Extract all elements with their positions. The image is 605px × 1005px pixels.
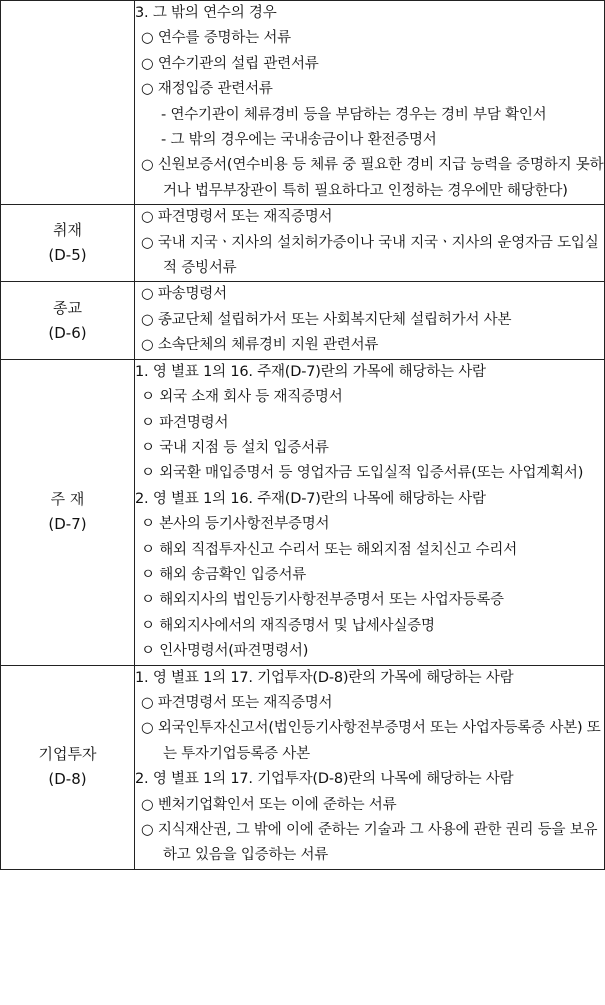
document-item: - 연수기관이 체류경비 등을 부담하는 경우는 경비 부담 확인서 xyxy=(161,106,547,123)
document-item: ㅇ 인사명령서(파견명령서) xyxy=(141,643,309,660)
document-item: ○ 파견명령서 또는 재직증명서 xyxy=(141,209,333,226)
document-item: 2. 영 별표 1의 16. 주재(D-7)란의 나목에 해당하는 사람 xyxy=(135,490,486,507)
visa-category-cell xyxy=(1,665,135,869)
document-item: ○ 연수기관의 설립 관련서류 xyxy=(141,55,319,72)
document-item: ○ 종교단체 설립허가서 또는 사회복지단체 설립허가서 사본 xyxy=(141,311,512,328)
document-item: ○ 지식재산권, 그 밖에 이에 준하는 기술과 그 사용에 관한 권리 등을 보유하고 있음을 입증하는 서류 xyxy=(141,822,598,864)
document-item: ㅇ 외국환 매입증명서 등 영업자금 도입실적 입증서류(또는 사업계획서) xyxy=(141,465,584,482)
document-item: ○ 파견명령서 또는 재직증명서 xyxy=(141,694,333,711)
document-item: ㅇ 국내 지점 등 설치 입증서류 xyxy=(141,439,329,456)
visa-category-code: (D-8) xyxy=(48,770,87,789)
document-item: ㅇ 파견명령서 xyxy=(141,414,229,431)
required-documents-cell xyxy=(135,282,605,359)
required-documents-cell xyxy=(135,665,605,869)
document-item: ○ 벤처기업확인서 또는 이에 준하는 서류 xyxy=(141,796,397,813)
document-item: ㅇ 본사의 등기사항전부증명서 xyxy=(141,516,330,533)
document-item: ㅇ 해외 직접투자신고 수리서 또는 해외지점 설치신고 수리서 xyxy=(141,541,518,558)
document-item: ○ 신원보증서(연수비용 등 체류 중 필요한 경비 지급 능력을 증명하지 못하거나 법무부장관이 특히 필요하다고 인정하는 경우에만 해당한다) xyxy=(141,157,604,199)
document-item: ○ 재정입증 관련서류 xyxy=(141,81,273,98)
visa-category-code: (D-6) xyxy=(48,323,87,342)
table-row xyxy=(1,665,605,869)
table-row xyxy=(1,205,605,282)
document-item: 2. 영 별표 1의 17. 기업투자(D-8)란의 나목에 해당하는 사람 xyxy=(135,771,514,788)
visa-category-cell xyxy=(1,359,135,665)
table-row xyxy=(1,359,605,665)
table-row xyxy=(1,282,605,359)
document-item: - 그 밖의 경우에는 국내송금이나 환전증명서 xyxy=(161,132,437,149)
document-item: ㅇ 해외지사의 법인등기사항전부증명서 또는 사업자등록증 xyxy=(141,592,504,609)
visa-category-name: 취재 xyxy=(53,221,82,240)
visa-category-name: 주 재 xyxy=(50,490,85,509)
table-row xyxy=(1,1,605,205)
document-item: 3. 그 밖의 연수의 경우 xyxy=(135,5,277,21)
document-item: 1. 영 별표 1의 17. 기업투자(D-8)란의 가목에 해당하는 사람 xyxy=(135,669,514,686)
visa-category-code: (D-5) xyxy=(48,246,87,265)
document-item: ㅇ 해외지사에서의 재직증명서 및 납세사실증명 xyxy=(141,617,435,634)
visa-category-name: 종교 xyxy=(53,298,82,317)
document-item: ㅇ 외국 소재 회사 등 재직증명서 xyxy=(141,389,343,406)
visa-category-cell xyxy=(1,205,135,282)
visa-category-name: 기업투자 xyxy=(38,745,97,764)
visa-category-code: (D-7) xyxy=(48,515,87,534)
document-item: ○ 국내 지국ㆍ지사의 설치허가증이나 국내 지국ㆍ지사의 운영자금 도입실적 증빙서류 xyxy=(141,234,599,277)
document-item: ○ 연수를 증명하는 서류 xyxy=(141,30,291,47)
document-item: 1. 영 별표 1의 16. 주재(D-7)란의 가목에 해당하는 사람 xyxy=(135,363,486,380)
required-documents-cell xyxy=(135,205,605,282)
document-item: ○ 파송명령서 xyxy=(141,286,227,303)
required-documents-cell xyxy=(135,359,605,665)
document-item: ㅇ 해외 송금확인 입증서류 xyxy=(141,566,307,583)
document-item: ○ 외국인투자신고서(법인등기사항전부증명서 또는 사업자등록증 사본) 또는 투자기업등록증 사본 xyxy=(141,720,601,762)
required-documents-cell xyxy=(135,1,605,205)
visa-category-cell xyxy=(1,282,135,359)
document-item: ○ 소속단체의 체류경비 지원 관련서류 xyxy=(141,337,379,354)
visa-category-cell xyxy=(1,1,135,205)
